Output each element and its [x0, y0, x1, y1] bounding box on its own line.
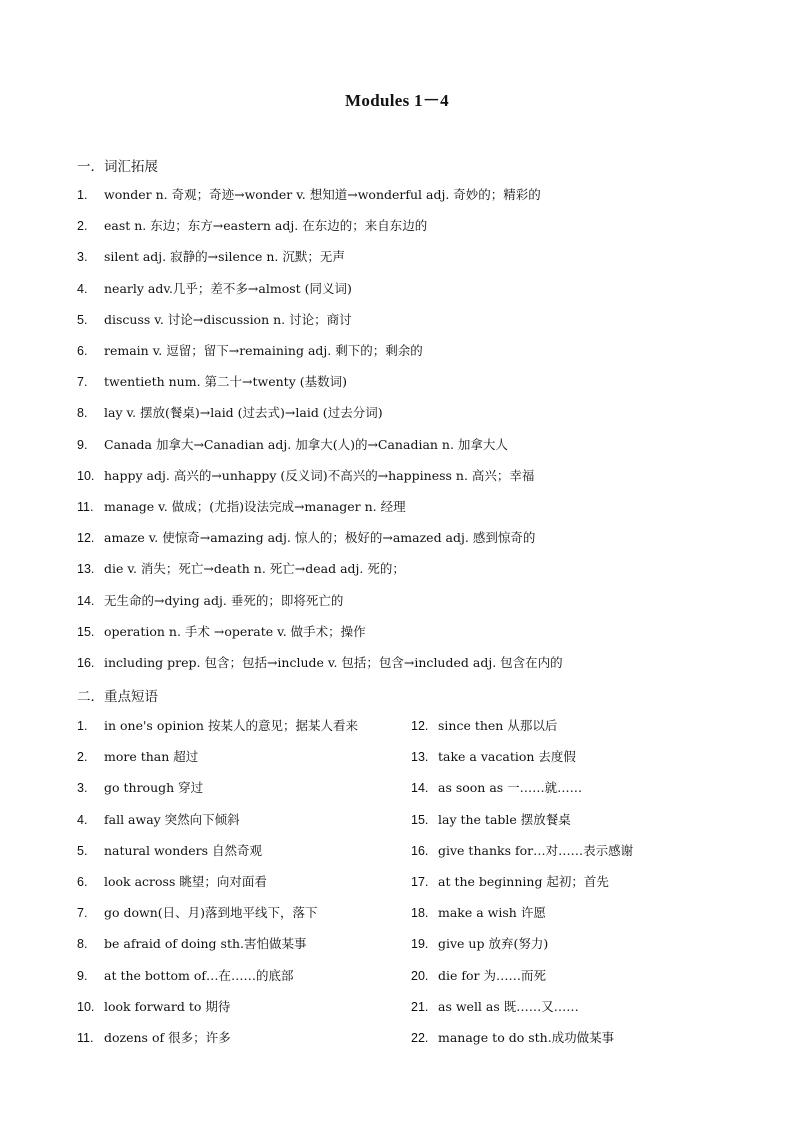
phrase-item — [77, 747, 198, 767]
phrase-item — [77, 841, 262, 861]
item-number: 13. — [411, 750, 429, 765]
item-text: manage v. 做成；(尤指)设法完成→manager n. 经理 — [104, 499, 406, 514]
item-number: 3. — [77, 250, 88, 265]
phrase-item — [411, 1028, 614, 1048]
item-text: look across 眺望；向对面看 — [104, 874, 267, 889]
vocab-item — [77, 528, 535, 548]
item-number: 5. — [77, 843, 88, 858]
phrase-item — [411, 934, 548, 954]
item-number: 11. — [77, 1031, 94, 1045]
item-number: 14. — [77, 593, 95, 608]
item-text: look forward to 期待 — [104, 998, 231, 1014]
item-number: 4. — [77, 281, 88, 296]
item-text: as soon as 一……就…… — [438, 780, 583, 796]
item-number: 9. — [77, 968, 88, 983]
phrase-item — [411, 872, 609, 892]
item-text: happy adj. 高兴的→unhappy (反义词)不高兴的→happiness n. 高兴；幸福 — [104, 467, 535, 483]
item-number: 14. — [411, 781, 429, 796]
item-text: give thanks for…对……表示感谢 — [438, 842, 634, 858]
section-heading-vocabulary: 一．词汇拓展 — [77, 159, 158, 175]
item-number: 2. — [77, 219, 88, 234]
item-text: give up 放弃(努力) — [438, 936, 549, 952]
item-number: 10. — [77, 468, 95, 483]
phrase-item — [411, 841, 633, 861]
phrase-item — [77, 934, 307, 954]
item-number: 21. — [411, 999, 429, 1014]
phrase-item — [77, 1028, 231, 1048]
item-text: manage to do sth.成功做某事 — [438, 1030, 615, 1045]
phrase-item — [411, 966, 546, 986]
phrase-item — [77, 778, 203, 798]
item-number: 7. — [77, 375, 88, 390]
item-text: make a wish 许愿 — [438, 905, 546, 921]
vocab-item — [77, 622, 366, 642]
item-text: dozens of 很多；许多 — [104, 1030, 231, 1045]
vocab-item — [77, 216, 427, 236]
vocab-item — [77, 247, 345, 267]
phrase-item — [77, 997, 230, 1017]
item-number: 1. — [77, 719, 88, 733]
vocab-item — [77, 372, 347, 392]
item-number: 3. — [77, 781, 88, 796]
vocab-item — [77, 341, 423, 361]
item-text: take a vacation 去度假 — [438, 749, 576, 765]
item-number: 22. — [411, 1031, 429, 1045]
item-number: 11. — [77, 500, 94, 514]
item-number: 15. — [411, 812, 429, 827]
item-text: fall away 突然向下倾斜 — [104, 811, 240, 827]
phrase-item — [411, 810, 571, 830]
item-number: 20. — [411, 968, 429, 983]
item-number: 8. — [77, 406, 88, 421]
vocab-item — [77, 591, 343, 611]
phrase-item — [77, 903, 318, 923]
page-title: Modules 1－4 — [345, 91, 449, 110]
item-text: nearly adv.几乎；差不多→almost (同义词) — [104, 280, 352, 296]
item-number: 15. — [77, 624, 95, 639]
item-number: 17. — [411, 875, 429, 889]
item-number: 16. — [77, 656, 95, 670]
phrase-item — [77, 810, 240, 830]
item-text: as well as 既……又…… — [438, 998, 579, 1014]
item-text: 无生命的→dying adj. 垂死的；即将死亡的 — [104, 592, 344, 608]
item-text: Canada 加拿大→Canadian adj. 加拿大(人)的→Canadian n. 加拿大人 — [104, 436, 508, 452]
item-text: go down(日、月)落到地平线下，落下 — [104, 905, 318, 921]
phrase-item — [77, 966, 293, 986]
item-text: east n. 东边；东方→eastern adj. 在东边的；来自东边的 — [104, 218, 428, 234]
phrase-item — [411, 716, 557, 736]
item-text: silent adj. 寂静的→silence n. 沉默；无声 — [104, 249, 345, 265]
item-text: die for 为……而死 — [438, 967, 546, 983]
item-number: 16. — [411, 843, 429, 858]
item-number: 9. — [77, 437, 88, 452]
item-text: at the bottom of…在……的底部 — [104, 967, 294, 983]
phrase-item — [411, 778, 582, 798]
item-text: lay v. 摆放(餐桌)→laid (过去式)→laid (过去分词) — [104, 405, 383, 421]
section-heading-phrases: 二．重点短语 — [77, 689, 158, 705]
phrase-item — [411, 903, 546, 923]
vocab-item — [77, 403, 383, 423]
phrase-item — [77, 872, 267, 892]
item-text: twentieth num. 第二十→twenty (基数词) — [104, 374, 347, 390]
item-number: 4. — [77, 812, 88, 827]
item-text: die v. 消失；死亡→death n. 死亡→dead adj. 死的； — [104, 561, 405, 577]
item-text: since then 从那以后 — [438, 718, 558, 733]
item-text: lay the table 摆放餐桌 — [438, 811, 571, 827]
vocab-item — [77, 279, 352, 299]
item-text: at the beginning 起初；首先 — [438, 874, 609, 889]
item-text: wonder n. 奇观；奇迹→wonder v. 想知道→wonderful adj. 奇妙的；精彩的 — [104, 187, 541, 202]
item-number: 6. — [77, 344, 88, 358]
item-number: 6. — [77, 875, 88, 889]
phrase-item — [411, 747, 576, 767]
vocab-item — [77, 497, 406, 517]
vocab-item — [77, 435, 508, 455]
item-text: amaze v. 使惊奇→amazing adj. 惊人的；极好的→amazed adj. 感到惊奇的 — [104, 530, 536, 546]
item-number: 1. — [77, 188, 88, 202]
vocab-item — [77, 559, 405, 579]
item-number: 8. — [77, 937, 88, 952]
item-text: discuss v. 讨论→discussion n. 讨论；商讨 — [104, 311, 352, 327]
item-number: 2. — [77, 750, 88, 765]
item-number: 7. — [77, 906, 88, 921]
item-text: including prep. 包含；包括→include v. 包括；包含→included adj. 包含在内的 — [104, 655, 563, 670]
vocab-item — [77, 185, 541, 205]
item-text: be afraid of doing sth.害怕做某事 — [104, 936, 307, 952]
vocab-item — [77, 310, 352, 330]
item-number: 18. — [411, 906, 429, 921]
phrase-item — [411, 997, 579, 1017]
vocab-item — [77, 466, 534, 486]
item-text: operation n. 手术 →operate v. 做手术；操作 — [104, 623, 366, 639]
item-text: natural wonders 自然奇观 — [104, 842, 263, 858]
item-text: remain v. 逗留；留下→remaining adj. 剩下的；剩余的 — [104, 343, 423, 358]
phrase-item — [77, 716, 358, 736]
item-number: 13. — [77, 562, 95, 577]
item-number: 10. — [77, 999, 95, 1014]
item-number: 12. — [77, 531, 95, 546]
vocab-item — [77, 653, 563, 673]
item-number: 19. — [411, 937, 429, 952]
item-text: go through 穿过 — [104, 780, 204, 796]
item-number: 12. — [411, 719, 429, 733]
item-number: 5. — [77, 312, 88, 327]
item-text: more than 超过 — [104, 749, 199, 765]
item-text: in one's opinion 按某人的意见；据某人看来 — [104, 718, 358, 733]
